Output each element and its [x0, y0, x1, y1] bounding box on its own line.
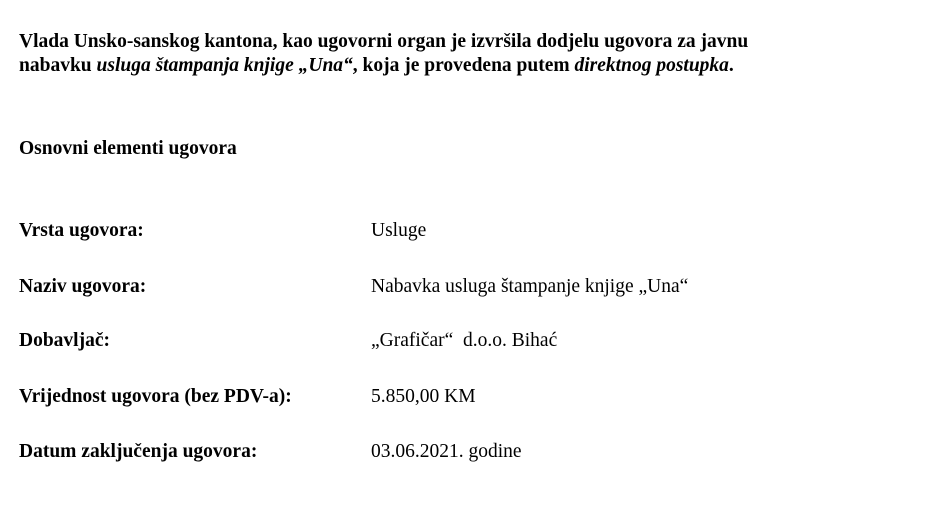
intro-line-1: Vlada Unsko-sanskog kantona, kao ugovorni organ je izvršila dodjelu ugovora za javnu — [19, 31, 749, 52]
field-row-supplier — [19, 329, 919, 355]
field-label: Dobavljač: — [19, 330, 110, 351]
field-value: „Grafičar“ d.o.o. Bihać — [371, 330, 558, 351]
field-row-contract-name — [19, 275, 919, 301]
field-label: Vrsta ugovora: — [19, 220, 144, 241]
field-row-contract-type — [19, 219, 919, 245]
intro-paragraph — [19, 30, 934, 78]
field-value: 03.06.2021. godine — [371, 441, 522, 462]
procedure-type: direktnog postupka — [574, 55, 729, 76]
field-value: Nabavka usluga štampanje knjige „Una“ — [371, 276, 689, 297]
intro-line-2-prefix: nabavku — [19, 55, 97, 76]
procurement-subject: usluga štampanja knjige „Una“ — [96, 55, 353, 76]
field-row-contract-value — [19, 385, 919, 411]
field-label: Datum zaključenja ugovora: — [19, 441, 258, 462]
intro-line-2-middle: , koja je provedena putem — [352, 55, 575, 76]
field-label: Vrijednost ugovora (bez PDV-a): — [19, 386, 292, 407]
intro-line-2 — [19, 54, 934, 78]
field-row-contract-date — [19, 440, 919, 466]
intro-line-2-suffix: . — [728, 55, 734, 76]
section-heading: Osnovni elementi ugovora — [19, 138, 237, 159]
field-value: 5.850,00 KM — [371, 386, 476, 407]
field-label: Naziv ugovora: — [19, 276, 147, 297]
field-value: Usluge — [371, 220, 427, 241]
